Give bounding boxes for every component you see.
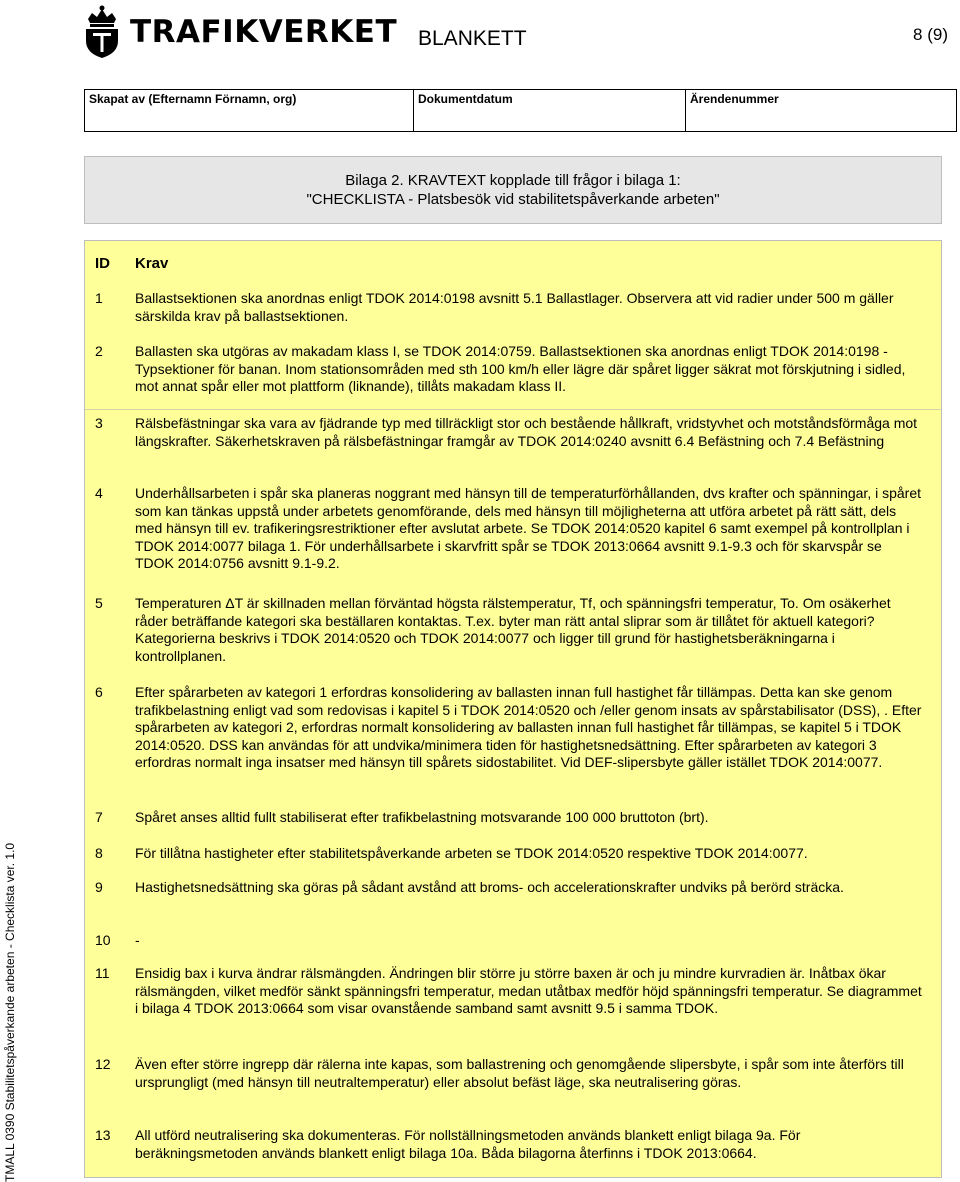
row-id: 11 — [95, 965, 110, 981]
row-text: Även efter större ingrepp där rälerna inte kapas, som ballastrening och genomgående slipersbyte, i spår som inte återförs till ursprungligt (med hänsyn till neutraltemperatur) eller absolut befäst läge, ska neutralisering göras. — [135, 1056, 904, 1090]
row-id: 8 — [95, 845, 103, 861]
case-number-cell — [685, 90, 956, 131]
row-text: All utförd neutralisering ska dokumenteras. För nollställningsmetoden används blankett enligt bilaga 9a. För beräkningsmetoden används blankett enligt bilaga 10a. Båda bilagorna återfinns i TDOK 2013:0664. — [135, 1127, 801, 1161]
title-line-2: "CHECKLISTA - Platsbesök vid stabilitetspåverkande arbeten" — [306, 191, 720, 208]
template-sidebar — [0, 700, 22, 1182]
section-title — [84, 156, 942, 224]
row-text: För tillåtna hastigheter efter stabilitetspåverkande arbeten se TDOK 2014:0520 respektive TDOK 2014:0077. — [135, 845, 808, 861]
created-by-label: Skapat av (Efternamn Förnamn, org) — [89, 92, 297, 106]
page-header — [0, 0, 960, 90]
row-id: 9 — [95, 879, 103, 895]
row-text: Spåret anses alltid fullt stabiliserat efter trafikbelastning motsvarande 100 000 bruttoton (brt). — [135, 809, 709, 825]
case-number-label: Ärendenummer — [690, 92, 779, 106]
table-header-row — [85, 255, 941, 285]
row-text: Underhållsarbeten i spår ska planeras noggrant med hänsyn till de temperaturförhållanden, dvs krafter och spänningar, i spåret som kan tänkas uppstå under arbetets genomförande, dels med hänsyn till möjligheterna att utföra arbetet på rätt sätt, dels med hänsyn till ev. trafikeringsrestriktioner efter avslutat arbete. Se TDOK 2014:0520 kapitel 6 samt exempel på kontrollplan i TDOK 2014:0077 bilaga 1. För underhållsarbete i skarvfritt spår se TDOK 2013:0664 avsnitt 9.1-9.3 och för skarvspår se TDOK 2014:0756 avsnitt 9.1-9.2. — [135, 485, 922, 571]
row-text: Ballastsektionen ska anordnas enligt TDOK 2014:0198 avsnitt 5.1 Ballastlager. Observera att vid radier under 500 m gäller särskilda krav på ballastsektionen. — [135, 290, 894, 324]
row-id: 2 — [95, 343, 103, 359]
doc-date-label: Dokumentdatum — [418, 92, 513, 106]
table-row — [85, 409, 941, 449]
row-text: Rälsbefästningar ska vara av fjädrande typ med tillräckligt stor och bestående hållkraft, vridstyvhet och motståndsförmåga mot längskrafter. Säkerhetskraven på rälsbefästningar framgår av TDOK 2014:0240 avsnitt 6.4 Befästning och 7.4 Befästning — [135, 415, 918, 449]
row-id: 3 — [95, 415, 103, 431]
column-header-krav: Krav — [135, 255, 169, 272]
title-line-1: Bilaga 2. KRAVTEXT kopplade till frågor i bilaga 1: — [345, 172, 681, 189]
created-by-cell — [85, 90, 413, 131]
row-id: 13 — [95, 1127, 111, 1143]
row-id: 12 — [95, 1056, 111, 1072]
metadata-table — [84, 89, 957, 132]
row-id: 6 — [95, 684, 103, 700]
row-id: 1 — [95, 290, 103, 306]
row-text: Ballasten ska utgöras av makadam klass I, se TDOK 2014:0759. Ballastsektionen ska anordnas enligt TDOK 2014:0198 - Typsektioner för banan. Inom stationsområden med sth 100 km/h eller lägre där spåret ligger säkrat mot förskjutning i sidled, mot annat spår eller mot plattform (liknande), tillåts makadam klass II. — [135, 343, 906, 394]
crown-emblem-icon — [82, 5, 122, 59]
row-id: 5 — [95, 595, 103, 611]
template-version-label: TMALL 0390 Stabilitetspåverkande arbeten - Checklista ver. 1.0 — [3, 842, 17, 1182]
column-header-id: ID — [95, 255, 110, 272]
row-text: - — [135, 932, 140, 948]
page-number: 8 (9) — [913, 25, 948, 44]
row-text: Efter spårarbeten av kategori 1 erfordras konsolidering av ballasten innan full hastighet får tillämpas. Detta kan ske genom trafikbelastning enligt vad som redovisas i kapitel 5 i TDOK 2014:0520 och /eller genom insats av spårstabilisator (DSS), . Efter spårarbeten av kategori 2, erfordras normalt konsolidering av ballasten innan full hastighet får tillämpas, se kapitel 5 i TDOK 2014:0520. DSS kan användas för att undvika/minimera tiden för hastighetsnedsättning. Efter spårarbeten av kategori 3 erfordras normalt inga insatser med hänsyn till spårets sidostabilitet. Vid DEF-slipersbyte gäller istället TDOK 2014:0077. — [135, 684, 922, 770]
row-text: Ensidig bax i kurva ändrar rälsmängden. Ändringen blir större ju större baxen är och ju mindre kurvradien är. Inåtbax ökar rälsmängden, vilket medför sänkt spänningsfri temperatur, medan utåtbax medför höjd spänningsfri temperatur. Se diagrammet i bilaga 4 TDOK 2013:0664 som visar ovanstående samband samt avsnitt 9.5 i samma TDOK. — [135, 965, 922, 1016]
doc-date-cell — [413, 90, 685, 131]
row-id: 4 — [95, 485, 103, 501]
trafikverket-logo — [82, 4, 397, 60]
row-id: 7 — [95, 809, 103, 825]
row-id: 10 — [95, 932, 111, 948]
logo-wordmark: TRAFIKVERKET — [130, 13, 398, 50]
row-text: Hastighetsnedsättning ska göras på sådant avstånd att broms- och accelerationskrafter undviks på berörd sträcka. — [135, 879, 844, 895]
requirements-table — [84, 240, 942, 1178]
row-text: Temperaturen ΔT är skillnaden mellan förväntad högsta rälstemperatur, Tf, och spänningsfri temperatur, To. Om osäkerhet råder beträffande kategori ska beställaren kontaktas. T.ex. byter man rätt antal sliprar som är tillåtet för aktuell kategori? Kategorierna beskrivs i TDOK 2014:0520 och TDOK 2014:0077 och ligger till grund för hastighetsberäkningarna i kontrollplanen. — [135, 595, 891, 664]
document-type: BLANKETT — [418, 27, 527, 50]
